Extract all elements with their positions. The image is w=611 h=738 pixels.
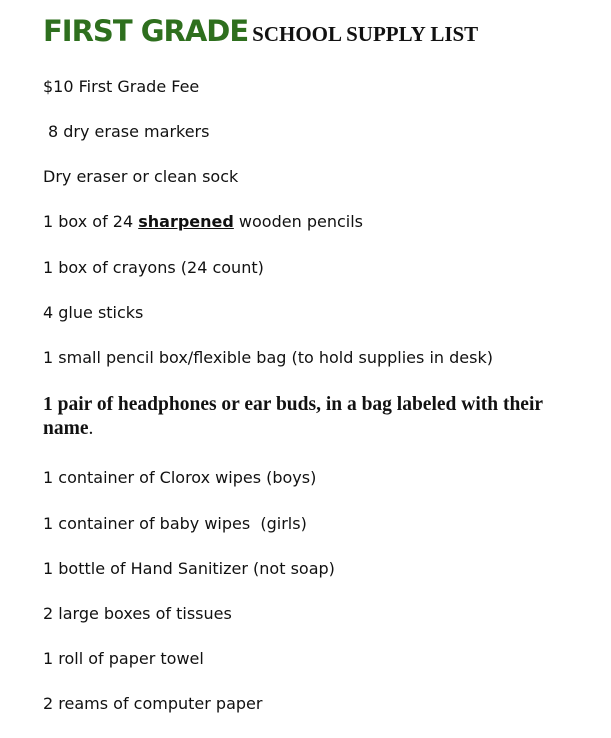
list-item-text: 1 bottle of Hand Sanitizer (not soap) [43, 559, 335, 578]
list-item-text: 2 large boxes of tissues [43, 604, 232, 623]
list-item [43, 167, 238, 187]
page-title [43, 14, 583, 54]
list-item [43, 694, 262, 714]
list-item [43, 604, 232, 624]
list-item-text: wooden pencils [233, 212, 363, 231]
list-item [43, 122, 209, 142]
list-item [43, 258, 264, 278]
list-item-text: 1 container of baby wipes (girls) [43, 514, 307, 533]
title-grade: FIRST GRADE [43, 14, 249, 48]
list-item [43, 303, 143, 323]
list-item-text: 4 glue sticks [43, 303, 144, 322]
list-item [43, 559, 335, 579]
list-item-text: 1 box of 24 [43, 212, 139, 231]
list-item-text: 1 container of Clorox wipes (boys) [43, 468, 317, 487]
list-item-text: $10 First Grade Fee [43, 77, 200, 96]
note-period: . [88, 418, 94, 439]
list-item [43, 649, 204, 669]
list-item [43, 77, 199, 97]
list-item [43, 468, 316, 488]
headphones-note [43, 393, 563, 441]
list-item-text: Dry eraser or clean sock [43, 167, 239, 186]
list-item [43, 212, 363, 232]
list-item-text: 1 small pencil box/flexible bag (to hold supplies in desk) [43, 348, 493, 367]
supply-list-page [43, 14, 583, 54]
emphasis-sharpened: sharpened [138, 212, 234, 231]
list-item [43, 348, 493, 368]
list-item-text: 8 dry erase markers [48, 122, 210, 141]
title-supply-list: SCHOOL SUPPLY LIST [252, 22, 479, 46]
list-item-text: 1 pair of headphones or ear buds, in a bag labeled with their name [43, 394, 543, 439]
list-item-text: 1 roll of paper towel [43, 649, 204, 668]
list-item-text: 1 box of crayons (24 count) [43, 258, 264, 277]
list-item-text: 2 reams of computer paper [43, 694, 263, 713]
list-item [43, 514, 307, 534]
